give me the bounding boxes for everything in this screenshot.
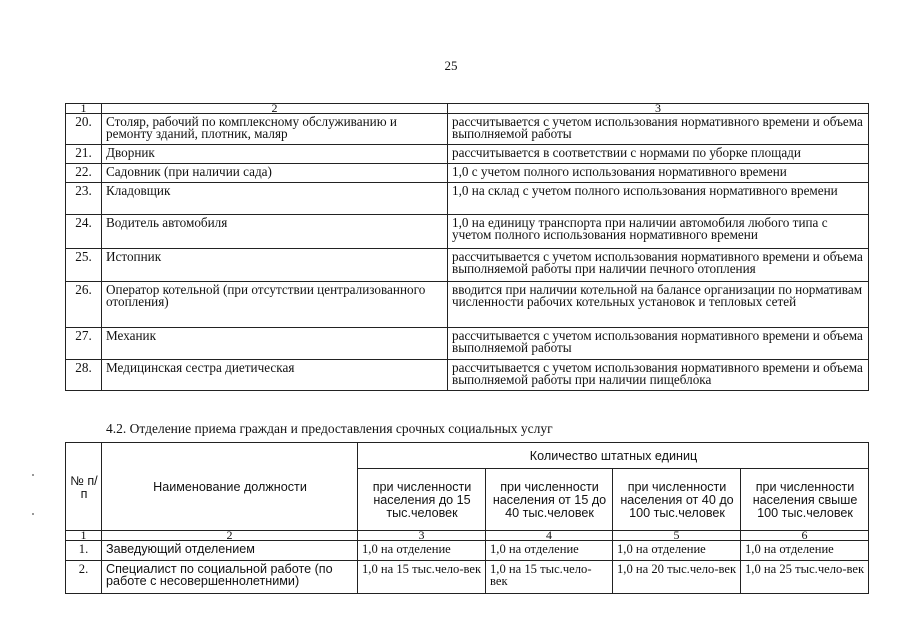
column-index: 2: [102, 104, 448, 114]
row-number: 23.: [66, 183, 102, 215]
column-index: 3: [448, 104, 869, 114]
table-row: [66, 183, 869, 215]
column-header-number: № п/п: [66, 443, 102, 531]
column-index: 2: [102, 531, 358, 541]
table-row: [66, 249, 869, 282]
staffing-norm: рассчитывается в соответствии с нормами по уборке площади: [448, 145, 869, 164]
position-name: Механик: [102, 328, 448, 360]
staffing-norm: 1,0 с учетом полного использования нормативного времени: [448, 164, 869, 183]
column-index: 1: [66, 104, 102, 114]
staffing-value: 1,0 на отделение: [486, 541, 613, 561]
row-number: 27.: [66, 328, 102, 360]
scan-speck: [32, 513, 34, 515]
position-name: Специалист по социальной работе (по работе с несовершеннолетними): [102, 561, 358, 594]
table-row: [66, 328, 869, 360]
table-row: [66, 282, 869, 328]
column-index: 6: [741, 531, 869, 541]
position-name: Истопник: [102, 249, 448, 282]
column-header-population: при численности населения от 15 до 40 тыс.человек: [486, 469, 613, 531]
staffing-table-continued: [65, 103, 869, 391]
staffing-norm: вводится при наличии котельной на балансе организации по нормативам численности рабочих котельных установок и тепловых сетей: [448, 282, 869, 328]
column-group-header: Количество штатных единиц: [358, 443, 869, 469]
table-row: [66, 215, 869, 249]
staffing-norm: рассчитывается с учетом использования нормативного времени и объема выполняемой работы при наличии пищеблока: [448, 360, 869, 391]
table-row: [66, 145, 869, 164]
staffing-value: 1,0 на отделение: [358, 541, 486, 561]
column-header-population: при численности населения от 40 до 100 тыс.человек: [613, 469, 741, 531]
staffing-value: 1,0 на 25 тыс.чело-век: [741, 561, 869, 594]
column-header-population: при численности населения свыше 100 тыс.человек: [741, 469, 869, 531]
position-name: Кладовщик: [102, 183, 448, 215]
table-row: [66, 561, 869, 594]
column-index: 1: [66, 531, 102, 541]
position-name: Оператор котельной (при отсутствии централизованного отопления): [102, 282, 448, 328]
column-index: 4: [486, 531, 613, 541]
column-index-row: [66, 531, 869, 541]
staffing-norm: 1,0 на склад с учетом полного использования нормативного времени: [448, 183, 869, 215]
header-row: [66, 443, 869, 469]
staffing-norm: рассчитывается с учетом использования нормативного времени и объема выполняемой работы: [448, 328, 869, 360]
row-number: 25.: [66, 249, 102, 282]
row-number: 20.: [66, 114, 102, 145]
column-index: 5: [613, 531, 741, 541]
staffing-value: 1,0 на отделение: [613, 541, 741, 561]
position-name: Водитель автомобиля: [102, 215, 448, 249]
staffing-value: 1,0 на 15 тыс.чело-век: [486, 561, 613, 594]
reception-department-table: [65, 442, 869, 594]
row-number: 24.: [66, 215, 102, 249]
table-row: [66, 360, 869, 391]
column-header-position: Наименование должности: [102, 443, 358, 531]
column-header-population: при численности населения до 15 тыс.человек: [358, 469, 486, 531]
staffing-value: 1,0 на 15 тыс.чело-век: [358, 561, 486, 594]
row-number: 26.: [66, 282, 102, 328]
column-index-row: [66, 104, 869, 114]
position-name: Дворник: [102, 145, 448, 164]
staffing-value: 1,0 на 20 тыс.чело-век: [613, 561, 741, 594]
row-number: 1.: [66, 541, 102, 561]
row-number: 22.: [66, 164, 102, 183]
position-name: Заведующий отделением: [102, 541, 358, 561]
staffing-norm: 1,0 на единицу транспорта при наличии автомобиля любого типа с учетом полного использования нормативного времени: [448, 215, 869, 249]
staffing-value: 1,0 на отделение: [741, 541, 869, 561]
table-row: [66, 164, 869, 183]
position-name: Столяр, рабочий по комплексному обслуживанию и ремонту зданий, плотник, маляр: [102, 114, 448, 145]
row-number: 21.: [66, 145, 102, 164]
row-number: 28.: [66, 360, 102, 391]
section-title: 4.2. Отделение приема граждан и предоставления срочных социальных услуг: [106, 421, 553, 436]
table-row: [66, 541, 869, 561]
position-name: Медицинская сестра диетическая: [102, 360, 448, 391]
staffing-norm: рассчитывается с учетом использования нормативного времени и объема выполняемой работы: [448, 114, 869, 145]
table-row: [66, 114, 869, 145]
column-index: 3: [358, 531, 486, 541]
position-name: Садовник (при наличии сада): [102, 164, 448, 183]
staffing-norm: рассчитывается с учетом использования нормативного времени и объема выполняемой работы при наличии печного отопления: [448, 249, 869, 282]
page-number: 25: [444, 58, 458, 73]
scan-speck: [32, 474, 34, 476]
row-number: 2.: [66, 561, 102, 594]
